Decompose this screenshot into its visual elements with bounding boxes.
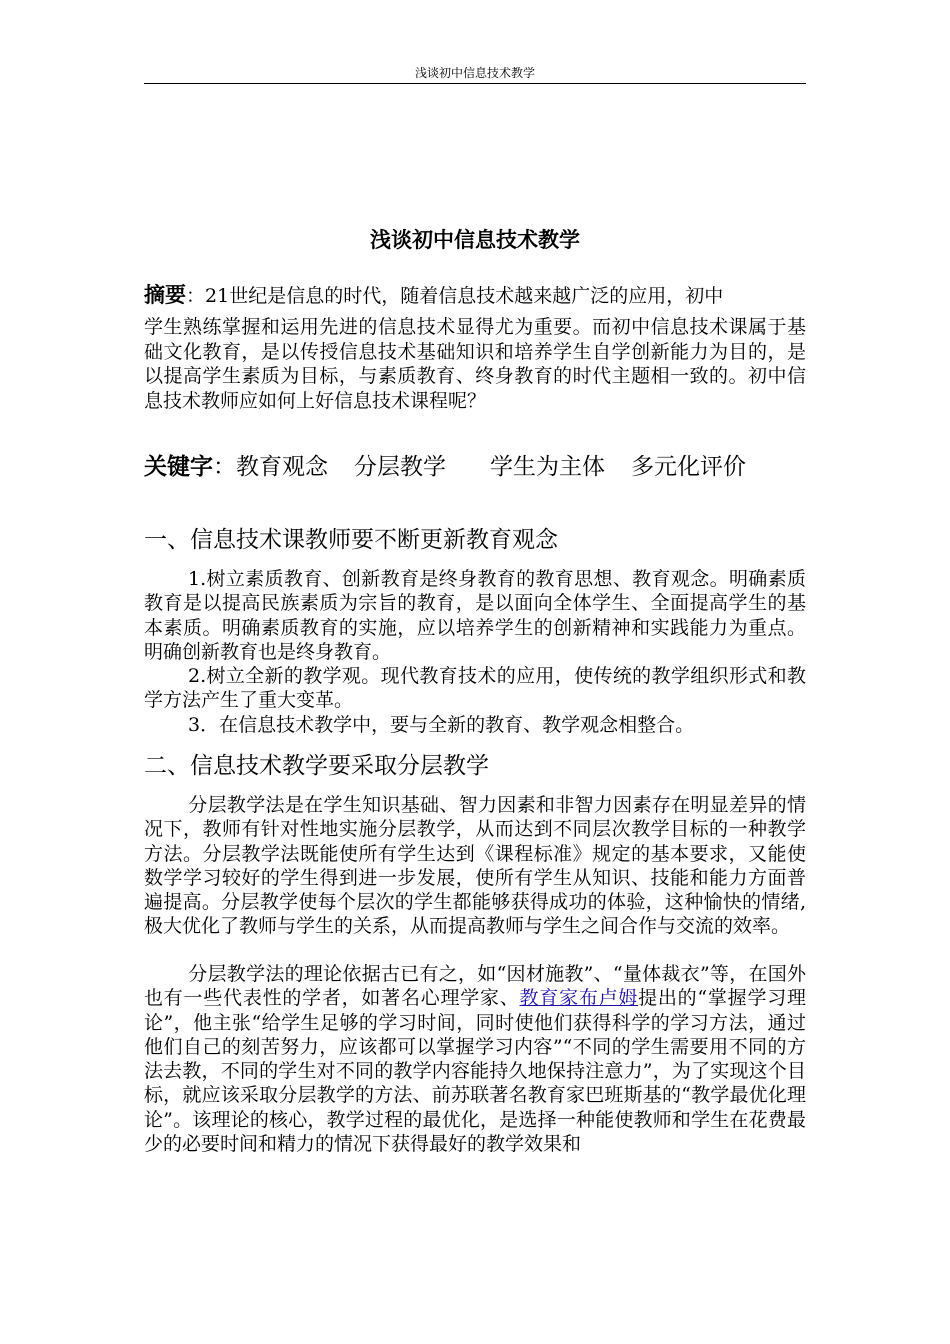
- section1-paragraph-1-text: 1.树立素质教育、创新教育是终身教育的教育思想、教育观念。明确素质教育是以提高民族素质为宗旨的教育，是以面向全体学生、全面提高学生的基本素质。明确素质教育的实施，应以培养学生的创新精神和实践能力为重点。明确创新教育也是终身教育。: [144, 568, 806, 663]
- keywords-label: 关键字: [144, 453, 213, 480]
- keyword-item: 分层教学: [354, 454, 446, 480]
- running-header: 浅谈初中信息技术教学: [414, 66, 535, 80]
- bloom-link[interactable]: 教育家布卢姆: [519, 987, 639, 1010]
- abstract-first-text: 21世纪是信息的时代，随着信息技术越来越广泛的应用，初中: [205, 285, 724, 307]
- section2-paragraph-2-text-b: 提出的“掌握学习理论”，他主张“给学生足够的学习时间，同时使他们获得科学的学习方法，通过他们自己的刻苦努力，应该都可以掌握学习内容”“不同的学生需要用不同的方法去教，不同的学生对不同的教学内容能持久地保持注意力”，为了实现这个目标，就应该采取分层教学的方法、前苏联著名教育家巴班斯基的“教学最优化理论”。该理论的核心，教学过程的最优化，是选择一种能使教师和学生在花费最少的必要时间和精力的情况下获得最好的教学效果和: [144, 987, 806, 1156]
- section1-paragraph-3-text: 3．在信息技术教学中，要与全新的教育、教学观念相整合。: [188, 714, 695, 736]
- section-heading-1: 一、信息技术课教师要不断更新教育观念: [144, 527, 558, 553]
- document-title: 浅谈初中信息技术教学: [370, 227, 580, 252]
- keyword-item: 学生为主体: [490, 454, 605, 480]
- abstract: [144, 280, 806, 413]
- keyword-item: 多元化评价: [631, 454, 746, 480]
- section2-paragraph-2-text-a: 分层教学法的理论依据古已有之，如“因材施教”、“量体裁衣”等，在国外也有一些代表性的学者，如著名心理学家、: [144, 963, 806, 1010]
- header-rule: [144, 83, 806, 84]
- abstract-body: 学生熟练掌握和运用先进的信息技术显得尤为重要。而初中信息技术课属于基础文化教育，是以传授信息技术基础知识和培养学生自学创新能力为目的，是以提高学生素质为目标，与素质教育、终身教育的时代主题相一致的。初中信息技术教师应如何上好信息技术课程呢？: [144, 316, 806, 412]
- section2-paragraph-1-text: 分层教学法是在学生知识基础、智力因素和非智力因素存在明显差异的情况下，教师有针对性地实施分层教学，从而达到不同层次教学目标的一种教学方法。分层教学法既能使所有学生达到《课程标准》规定的基本要求，又能使数学学习较好的学生得到进一步发展，使所有学生从知识、技能和能力方面普遍提高。分层教学使每个层次的学生都能够获得成功的体验，这种愉快的情绪,极大优化了教师与学生的关系，从而提高教师与学生之间合作与交流的效率。: [144, 794, 806, 938]
- keywords: [144, 450, 806, 484]
- section2-paragraph-2: [144, 962, 806, 1156]
- abstract-label: 摘要: [144, 282, 186, 307]
- section1-paragraph-2: [144, 664, 806, 713]
- section1-paragraph-3: [144, 713, 806, 737]
- abstract-first-line: [144, 280, 806, 311]
- section1-paragraph-2-text: 2.树立全新的教学观。现代教育技术的应用，使传统的教学组织形式和教学方法产生了重大变革。: [144, 665, 806, 712]
- section1-paragraph-1: [144, 567, 806, 664]
- keywords-colon: ：: [213, 454, 236, 480]
- abstract-colon: ：: [186, 285, 206, 307]
- section2-paragraph-1: [144, 793, 806, 939]
- keyword-item: 教育观念: [236, 454, 328, 480]
- section-heading-2: 二、信息技术教学要采取分层教学: [144, 753, 489, 779]
